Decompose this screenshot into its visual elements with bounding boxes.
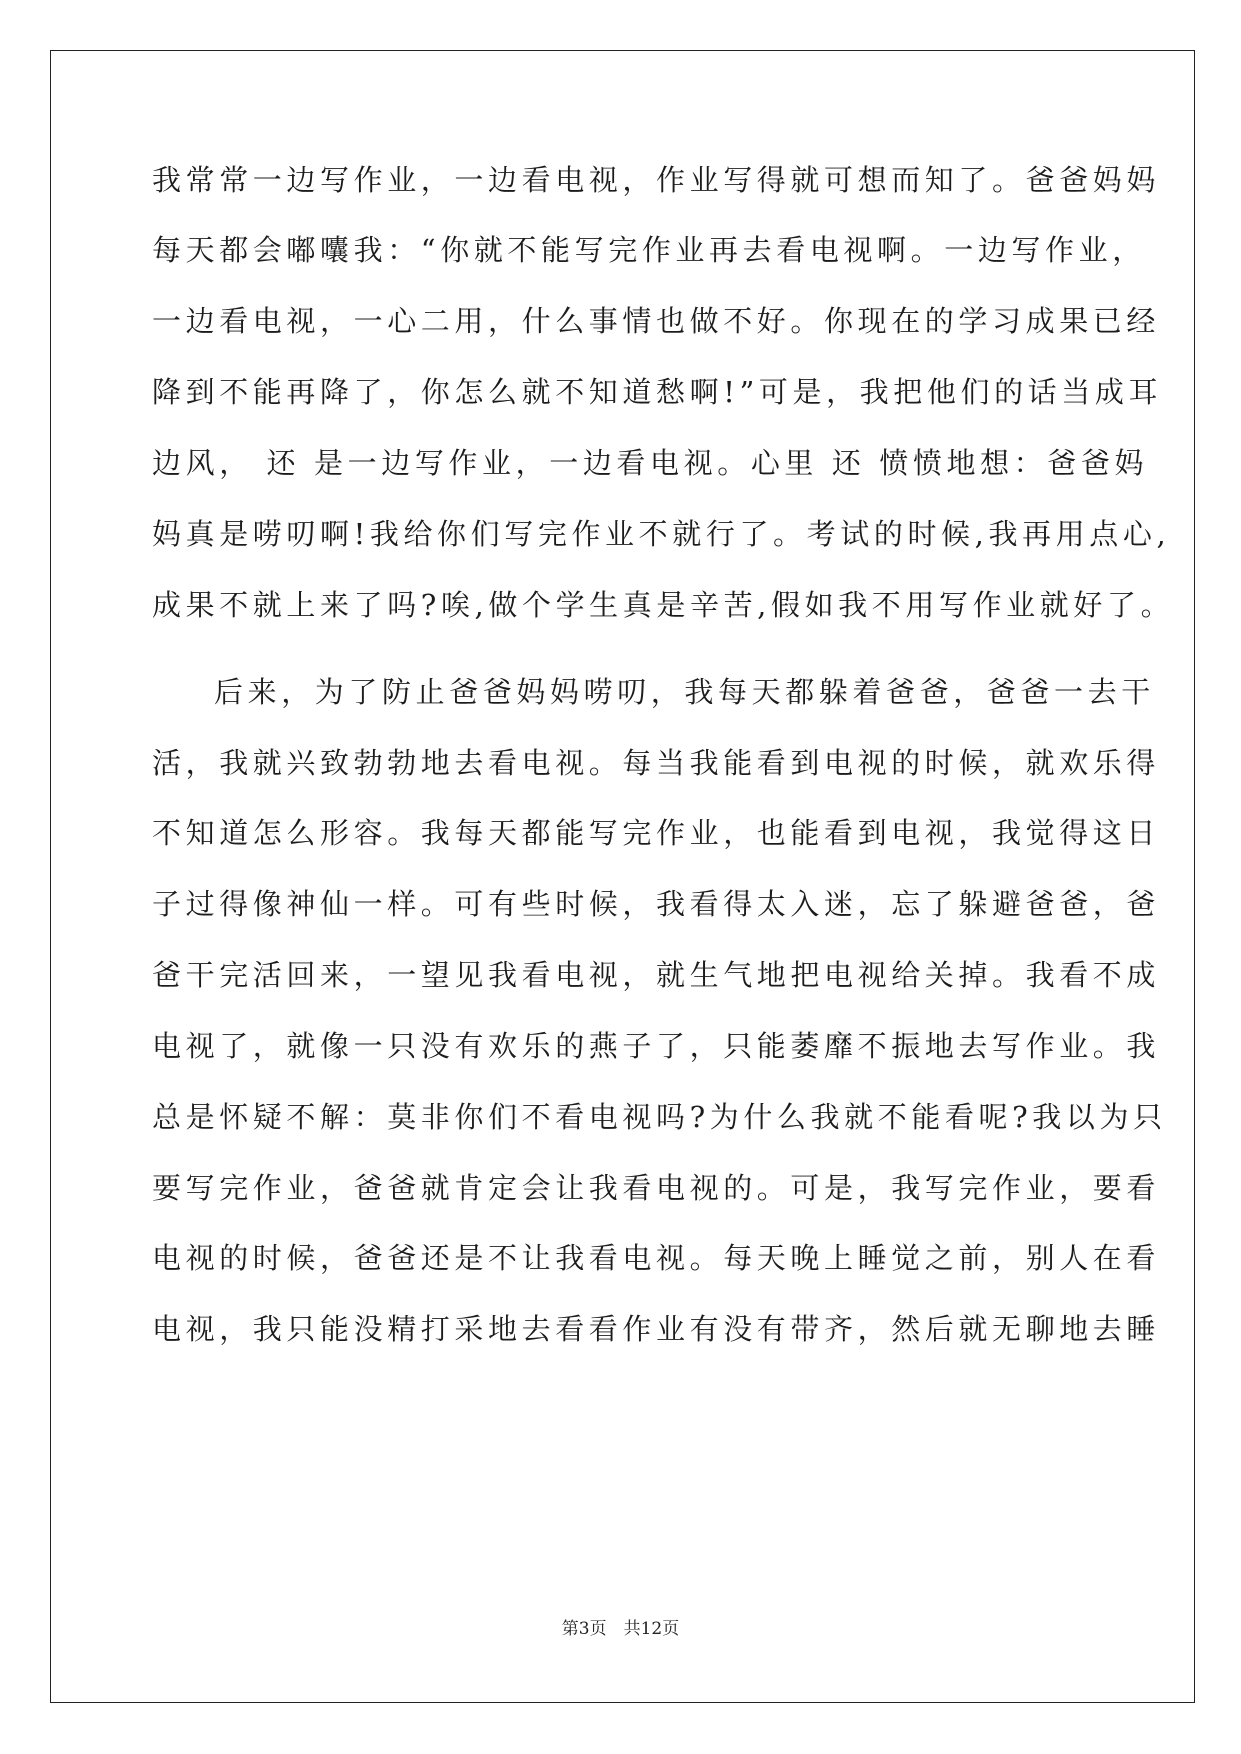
text-line: 我常常一边写作业，一边看电视，作业写得就可想而知了。爸爸妈妈 bbox=[152, 163, 1161, 197]
text-line: 不知道怎么形容。我每天都能写完作业，也能看到电视，我觉得这日 bbox=[152, 816, 1161, 850]
page-border bbox=[50, 50, 1195, 1703]
text-line: 成果不就上来了吗?唉,做个学生真是辛苦,假如我不用写作业就好了。 bbox=[152, 588, 1175, 622]
text-line: 降到不能再降了，你怎么就不知道愁啊!”可是，我把他们的话当成耳 bbox=[152, 375, 1163, 409]
paragraph-first-line: 后来，为了防止爸爸妈妈唠叨，我每天都躲着爸爸，爸爸一去干 bbox=[214, 675, 1155, 709]
text-line: 子过得像神仙一样。可有些时候，我看得太入迷，忘了躲避爸爸，爸 bbox=[152, 887, 1161, 921]
text-line: 爸干完活回来，一望见我看电视，就生气地把电视给关掉。我看不成 bbox=[152, 958, 1161, 992]
text-line: 活，我就兴致勃勃地去看电视。每当我能看到电视的时候，就欢乐得 bbox=[152, 746, 1161, 780]
text-line: 电视，我只能没精打采地去看看作业有没有带齐，然后就无聊地去睡 bbox=[152, 1312, 1161, 1346]
page-number-footer: 第3页 共12页 bbox=[561, 1619, 680, 1639]
text-line: 边风， 还 是一边写作业，一边看电视。心里 还 愤愤地想：爸爸妈 bbox=[152, 446, 1149, 480]
text-line: 要写完作业，爸爸就肯定会让我看电视的。可是，我写完作业，要看 bbox=[152, 1171, 1161, 1205]
text-line: 电视的时候，爸爸还是不让我看电视。每天晚上睡觉之前，别人在看 bbox=[152, 1241, 1161, 1275]
text-line: 妈真是唠叨啊!我给你们写完作业不就行了。考试的时候,我再用点心, bbox=[152, 517, 1171, 551]
text-line: 电视了，就像一只没有欢乐的燕子了，只能萎靡不振地去写作业。我 bbox=[152, 1029, 1161, 1063]
text-line: 总是怀疑不解：莫非你们不看电视吗?为什么我就不能看呢?我以为只 bbox=[152, 1100, 1167, 1134]
text-line: 一边看电视，一心二用，什么事情也做不好。你现在的学习成果已经 bbox=[152, 304, 1161, 338]
text-line: 每天都会嘟囔我：“你就不能写完作业再去看电视啊。一边写作业， bbox=[152, 233, 1146, 267]
